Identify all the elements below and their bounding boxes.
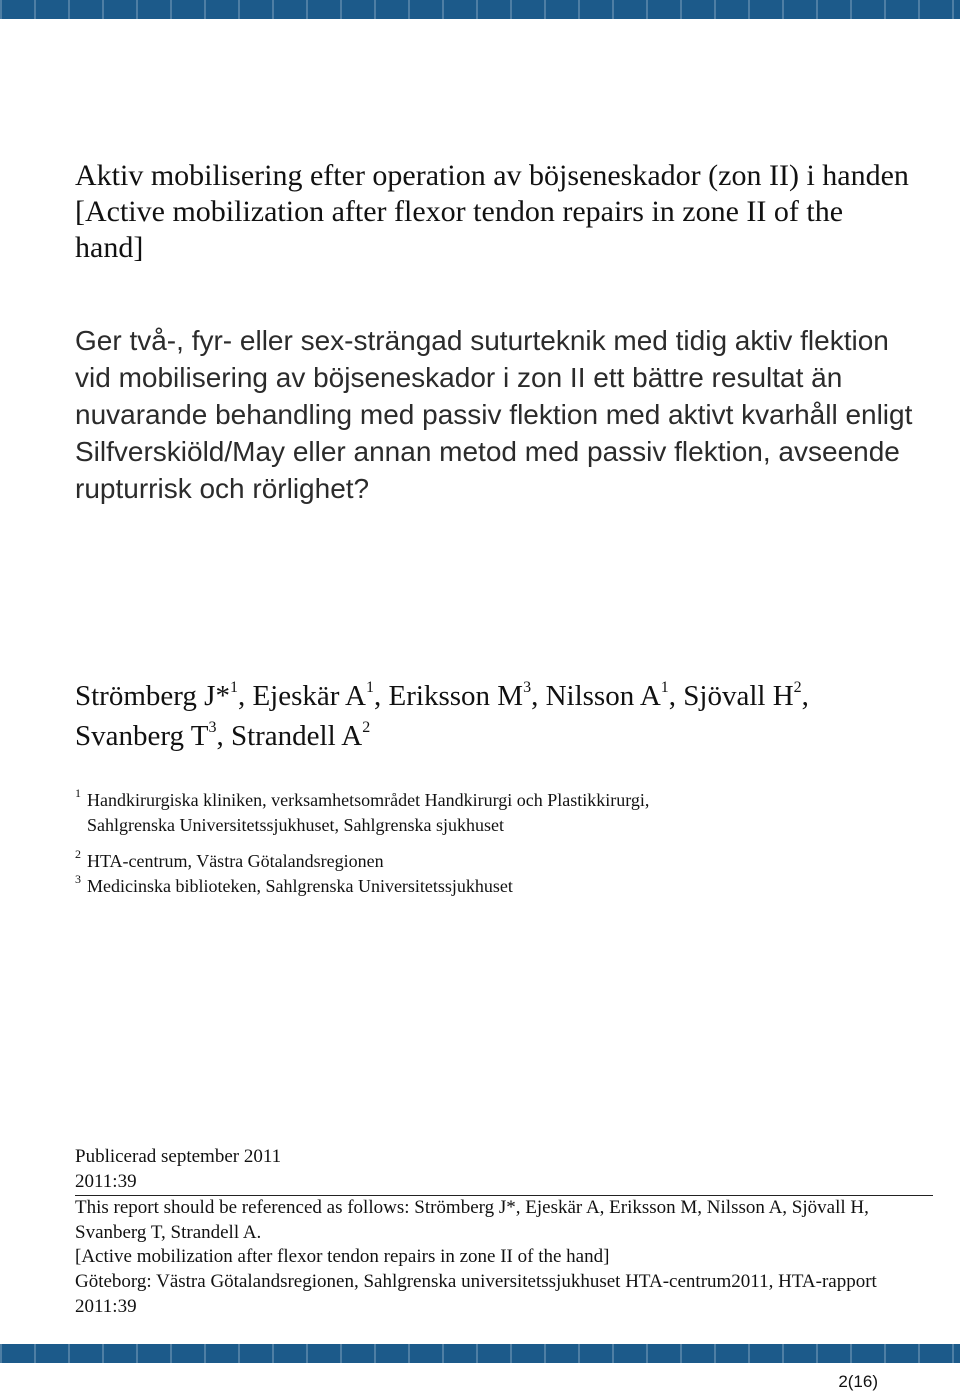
- publication-date: Publicerad september 2011: [75, 1146, 282, 1167]
- author-affiliation-mark: 1: [366, 679, 375, 696]
- report-title: [75, 158, 915, 266]
- publication-info: [75, 1145, 933, 1319]
- affiliation-number: 1: [75, 786, 81, 800]
- citation-publisher: Göteborg: Västra Götalandsregionen, Sahlgrenska universitetssjukhuset HTA-centrum2011, HTA-rapport 2011:39: [75, 1270, 877, 1317]
- author-affiliation-mark: 3: [208, 719, 217, 736]
- author-affiliation-mark: 1: [229, 679, 238, 696]
- author-name: Sjövall H: [683, 680, 794, 712]
- affiliation-line: Handkirurgiska kliniken, verksamhetsområdet Handkirurgi och Plastikkirurgi,: [87, 790, 650, 810]
- affiliation-list: [75, 788, 915, 899]
- affiliation-item: [75, 849, 915, 874]
- author-name: Svanberg T: [75, 720, 209, 752]
- author-name: Strömberg J*: [75, 680, 230, 712]
- report-number: 2011:39: [75, 1170, 137, 1192]
- header-band: [0, 0, 960, 19]
- footer-band: [0, 1344, 960, 1363]
- citation-title: [Active mobilization after flexor tendon repairs in zone II of the hand]: [75, 1246, 610, 1268]
- page-number: 2(16): [838, 1372, 878, 1391]
- author-affiliation-mark: 3: [523, 679, 532, 696]
- affiliation-item: [75, 874, 915, 899]
- affiliation-line: HTA-centrum, Västra Götalandsregionen: [87, 851, 384, 871]
- author-name: Strandell A: [230, 720, 363, 752]
- citation-authors: This report should be referenced as follows: Strömberg J*, Ejeskär A, Eriksson M, Nilsson A, Sjövall H, Svanberg T, Strandell A.: [75, 1197, 869, 1243]
- affiliation-line: Medicinska biblioteken, Sahlgrenska Universitetssjukhuset: [87, 876, 513, 896]
- author-name: Ejeskär A: [252, 680, 367, 712]
- author-name: Nilsson A: [545, 680, 661, 712]
- author-name: Eriksson M: [388, 680, 524, 712]
- author-affiliation-mark: 2: [793, 679, 802, 696]
- author-list: Strömberg J*$^1$, Ejeskär $A^1$, Eriksson $M^3$, Nilsson $A^1$, Sjövall $H^2$, Svanberg $T^3$, Strandell $A^2$: [75, 679, 809, 752]
- affiliation-number: 2: [75, 847, 81, 861]
- author-affiliation-mark: 2: [362, 719, 371, 736]
- affiliation-item: [75, 788, 915, 838]
- title-english: [Active mobilization after flexor tendon repairs in zone II of the hand]: [75, 195, 844, 264]
- author-affiliation-mark: 1: [660, 679, 669, 696]
- research-question: Ger två-, fyr- eller sex-strängad suturteknik med tidig aktiv flektion vid mobilisering av böjseneskador i zon II ett bättre resultat än nuvarande behandling med passiv flektion med aktivt kvarhåll enligt Silfverskiöld/May eller annan metod med passiv flektion, avseende rupturrisk och rörlighet?: [75, 325, 913, 504]
- affiliation-number: 3: [75, 872, 81, 886]
- title-swedish: Aktiv mobilisering efter operation av böjseneskador (zon II) i handen: [75, 159, 909, 192]
- affiliation-line: Sahlgrenska Universitetssjukhuset, Sahlgrenska sjukhuset: [87, 815, 504, 835]
